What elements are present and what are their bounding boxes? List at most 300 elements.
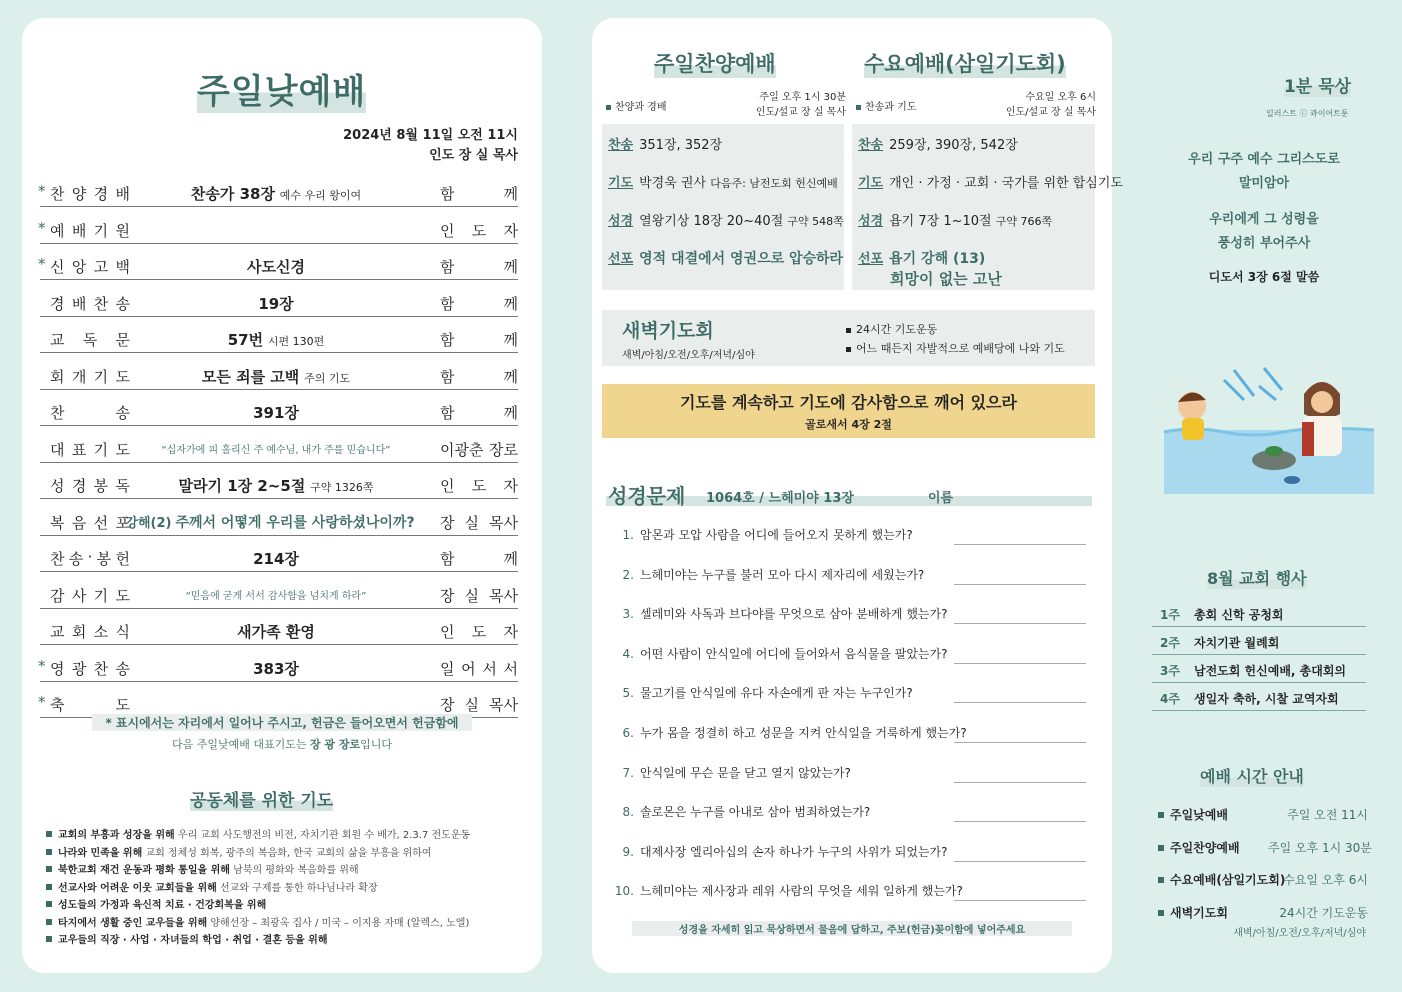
order-main: 391장 bbox=[253, 404, 299, 422]
time-row bbox=[1158, 839, 1372, 856]
time-value: 주일 오후 1시 30분 bbox=[1268, 840, 1372, 855]
order-name-char: 배 bbox=[71, 294, 87, 313]
prayer-normal: 교회 정체성 회복, 광주의 복음화, 한국 교회의 삶을 부흥을 위하여 bbox=[145, 847, 432, 859]
quiz-question: 솔로몬은 누구를 아내로 삼아 범죄하였는가? bbox=[640, 805, 871, 820]
prayer-item bbox=[46, 931, 328, 946]
order-main: 214장 bbox=[253, 550, 299, 568]
order-quote: “십자가에 피 흘리신 주 예수님, 내가 주를 믿습니다” bbox=[161, 444, 391, 456]
order-name bbox=[50, 475, 130, 496]
order-name-char: 축 bbox=[50, 696, 65, 714]
answer-line bbox=[954, 544, 1086, 545]
praise-leader: 인도/설교 장 실 목사 bbox=[755, 107, 846, 118]
service-row-value: 259장, 390장, 542장 bbox=[889, 138, 1018, 153]
service-row bbox=[858, 134, 1018, 153]
verse-ref: 골로새서 4장 2절 bbox=[805, 418, 892, 431]
order-right bbox=[440, 439, 518, 460]
order-star: * bbox=[38, 656, 46, 675]
order-content bbox=[100, 512, 440, 532]
order-note: 시편 130편 bbox=[267, 335, 325, 348]
quiz-item bbox=[610, 684, 1090, 708]
order-name bbox=[50, 256, 130, 277]
quiz-no: 1064호 / 느헤미야 13장 bbox=[706, 491, 854, 506]
order-name-char: 도 bbox=[115, 367, 130, 386]
order-right-part: 함 bbox=[440, 331, 455, 349]
order-right-part: 자 bbox=[503, 623, 518, 641]
bullet-icon bbox=[856, 105, 861, 110]
order-name-char: 찬 bbox=[50, 550, 65, 568]
wednesday-leader: 인도/설교 장 실 목사 bbox=[1005, 107, 1096, 118]
time-name: 수요예배(삼일기도회) bbox=[1170, 873, 1286, 887]
quiz-item bbox=[610, 526, 1090, 550]
order-name-char: 송 bbox=[115, 659, 130, 678]
order-right-part: 께 bbox=[503, 404, 518, 422]
order-row bbox=[40, 219, 518, 244]
service-row-key: 기도 bbox=[608, 176, 634, 191]
quiz-question: 어떤 사람이 안식일에 어디에 들어와서 음식물을 팔았는가? bbox=[640, 646, 948, 661]
service-row-extra: 구약 766쪽 bbox=[995, 215, 1053, 228]
order-name-char: 영 bbox=[50, 659, 65, 678]
order-right bbox=[440, 220, 518, 241]
service-row-key: 선포 bbox=[858, 252, 884, 267]
order-right-part: 께 bbox=[503, 294, 518, 313]
order-name-char: 배 bbox=[115, 185, 130, 203]
praise-title: 주일찬양예배 bbox=[654, 48, 776, 78]
prayer-normal: 양해선장 – 최광옥 집사 / 미국 – 이지용 자매 (알렉스, 노엘) bbox=[210, 917, 470, 929]
order-content bbox=[130, 329, 422, 350]
next-week-c: 입니다 bbox=[360, 738, 393, 751]
quiz-item bbox=[610, 645, 1090, 669]
order-content bbox=[130, 183, 422, 204]
prayer-item bbox=[46, 844, 432, 859]
quiz-question: 느헤미야는 누구를 불러 모아 다시 제자리에 세웠는가? bbox=[640, 567, 925, 582]
time-name: 주일찬양예배 bbox=[1170, 840, 1240, 855]
order-name-char: 원 bbox=[115, 221, 130, 240]
order-right bbox=[440, 548, 518, 569]
event-row bbox=[1152, 628, 1366, 655]
prayer-bold: 선교사와 어려운 이웃 교회들을 위해 bbox=[58, 882, 217, 894]
quiz-question: 누가 몸을 정결히 하고 성문을 지켜 안식일을 거룩하게 했는가? bbox=[640, 726, 967, 740]
quiz-title: 성경문제 bbox=[608, 484, 686, 508]
event-week: 1주 bbox=[1160, 608, 1180, 622]
prayer-title: 공동체를 위한 기도 bbox=[190, 786, 333, 811]
order-name-char: 회 bbox=[71, 623, 87, 641]
order-main: 사도신경 bbox=[247, 258, 305, 276]
order-name-char: · bbox=[87, 548, 93, 566]
answer-line bbox=[954, 782, 1086, 783]
quiz-question: 느헤미야는 제사장과 레위 사람의 무엇을 세워 일하게 했는가? bbox=[640, 884, 963, 899]
service-row-key: 찬송 bbox=[858, 138, 884, 153]
order-content bbox=[130, 621, 422, 642]
order-right bbox=[440, 366, 518, 387]
order-right-part: 자 bbox=[503, 477, 518, 495]
meditation-l1: 우리 구주 예수 그리스도로 bbox=[1188, 152, 1340, 167]
order-right-part: 함 bbox=[440, 550, 455, 568]
order-row bbox=[40, 474, 518, 499]
quiz-name-label: 이름 bbox=[928, 491, 954, 506]
order-name-char: 광 bbox=[71, 659, 87, 678]
sunday-date: 2024년 8월 11일 오전 11시 bbox=[343, 128, 518, 143]
dawn-b2: 어느 때든지 자발적으로 예배당에 나와 기도 bbox=[856, 342, 1065, 355]
quiz-number: 9. bbox=[622, 844, 634, 859]
order-name-char: 찬 bbox=[93, 294, 109, 313]
quiz-item bbox=[610, 605, 1090, 629]
order-name bbox=[50, 402, 130, 423]
prayer-item bbox=[46, 914, 469, 929]
order-name-char: 찬 bbox=[93, 659, 109, 678]
order-name-char: 도 bbox=[115, 696, 130, 714]
order-right-part: 께 bbox=[503, 331, 518, 349]
quiz-number: 4. bbox=[622, 646, 634, 661]
dawn-title: 새벽기도회 bbox=[622, 320, 714, 342]
order-name bbox=[50, 548, 130, 569]
order-row bbox=[40, 328, 518, 353]
order-quote: “믿음에 굳게 서서 감사함을 넘치게 하라” bbox=[185, 590, 367, 602]
event-row bbox=[1152, 656, 1366, 683]
order-name-char: 경 bbox=[50, 294, 65, 313]
order-name-char: 포 bbox=[115, 513, 130, 532]
order-name bbox=[50, 658, 130, 679]
order-name-char: 문 bbox=[115, 331, 130, 349]
order-right-part: 장 bbox=[440, 586, 455, 605]
quiz-question: 암몬과 모압 사람을 어디에 들어오지 못하게 했는가? bbox=[640, 528, 913, 542]
order-right-part: 서 bbox=[503, 659, 518, 678]
quiz-footer: 성경을 자세히 읽고 묵상하면서 물음에 답하고, 주보(헌금)꽂이함에 넣어주세요 bbox=[632, 921, 1072, 936]
order-name bbox=[50, 329, 130, 350]
bullet-icon bbox=[606, 105, 611, 110]
order-name-char: 사 bbox=[71, 586, 87, 605]
order-name bbox=[50, 220, 130, 241]
next-week-b: 장 광 장로 bbox=[309, 738, 361, 751]
bullet-icon bbox=[846, 328, 851, 333]
order-right bbox=[440, 329, 518, 350]
order-note: 예수 우리 왕이여 bbox=[279, 189, 362, 202]
order-right-part: 목사 bbox=[489, 696, 518, 714]
time-value: 24시간 기도운동 bbox=[1279, 905, 1368, 920]
order-name-char: 경 bbox=[71, 477, 87, 495]
order-right bbox=[440, 658, 518, 679]
order-right-part: 함 bbox=[440, 185, 455, 203]
order-right-part: 장 bbox=[440, 513, 455, 532]
order-right-part: 도 bbox=[471, 623, 487, 641]
order-star: * bbox=[38, 218, 46, 237]
order-right bbox=[440, 585, 518, 606]
time-value: 수요일 오후 6시 bbox=[1283, 873, 1368, 887]
order-content bbox=[130, 256, 422, 277]
order-right-part: 께 bbox=[503, 550, 518, 568]
service-row bbox=[858, 248, 985, 268]
order-content bbox=[130, 366, 422, 387]
order-row bbox=[40, 401, 518, 426]
order-right-part: 함 bbox=[440, 258, 455, 276]
service-row bbox=[858, 210, 1052, 229]
order-right-part: 께 bbox=[503, 258, 518, 276]
order-main: 19장 bbox=[258, 294, 294, 313]
order-name-char: 도 bbox=[115, 440, 130, 459]
answer-line bbox=[954, 742, 1086, 743]
service-row bbox=[608, 248, 843, 268]
order-name-char: 예 bbox=[50, 221, 65, 240]
times-dawn-sub: 새벽/아침/오전/오후/저녁/심야 bbox=[1233, 928, 1366, 939]
praise-sub-label: 찬양과 경배 bbox=[615, 102, 667, 113]
quiz-number: 7. bbox=[622, 765, 634, 780]
order-name bbox=[50, 621, 130, 642]
order-name-char: 양 bbox=[71, 185, 87, 203]
order-right-part: 목사 bbox=[489, 586, 518, 605]
order-row bbox=[40, 255, 518, 280]
order-star: * bbox=[38, 693, 46, 711]
prayer-item bbox=[46, 861, 359, 876]
service-row-key: 성경 bbox=[608, 214, 634, 229]
order-row bbox=[40, 182, 518, 207]
time-row bbox=[1158, 871, 1366, 888]
order-right-part: 이광춘 bbox=[440, 440, 484, 459]
order-name bbox=[50, 694, 130, 715]
order-main: 말라기 1장 2~5절 bbox=[178, 477, 306, 495]
order-name-char: 앙 bbox=[71, 258, 87, 276]
order-note: 구약 1326쪽 bbox=[310, 481, 374, 494]
order-right bbox=[440, 183, 518, 204]
order-name-char: 성 bbox=[50, 477, 65, 495]
service-row-key: 찬송 bbox=[608, 138, 634, 153]
quiz-number: 8. bbox=[622, 805, 634, 820]
prayer-item bbox=[46, 879, 378, 894]
next-week-note bbox=[92, 736, 472, 752]
order-main: 새가족 환영 bbox=[237, 623, 315, 641]
service-row-key: 선포 bbox=[608, 252, 634, 267]
order-name-char: 헌 bbox=[115, 550, 130, 568]
sermon-series: 강해(2) bbox=[125, 515, 172, 531]
service-row-key: 성경 bbox=[858, 214, 884, 229]
order-right bbox=[440, 402, 518, 423]
time-name: 주일낮예배 bbox=[1170, 808, 1228, 822]
service-row-value2: 희망이 없는 고난 bbox=[890, 270, 1002, 288]
order-name-char: 송 bbox=[115, 404, 130, 422]
order-right-part: 도 bbox=[471, 221, 487, 240]
order-row bbox=[40, 620, 518, 645]
prayer-bold: 북한교회 재건 운동과 평화 통일을 위해 bbox=[58, 865, 230, 876]
order-name-char: 교 bbox=[50, 331, 65, 349]
prayer-item bbox=[46, 896, 266, 911]
order-name-char: 독 bbox=[82, 331, 98, 349]
order-name-char: 봉 bbox=[93, 477, 109, 495]
meditation-title: 1분 묵상 bbox=[1284, 72, 1351, 97]
dawn-sub: 새벽/아침/오전/오후/저녁/심야 bbox=[622, 350, 755, 361]
quiz-question: 셀레미와 사독과 브다야를 무엇으로 삼아 분배하게 했는가? bbox=[640, 607, 948, 622]
order-name-char: 독 bbox=[115, 477, 130, 495]
order-right bbox=[440, 293, 518, 314]
order-name-char: 교 bbox=[50, 623, 65, 641]
time-row bbox=[1158, 904, 1366, 921]
order-name-char: 복 bbox=[50, 513, 65, 532]
service-row-value: 351장, 352장 bbox=[639, 138, 723, 153]
order-content bbox=[130, 293, 422, 314]
dawn-b1: 24시간 기도운동 bbox=[856, 323, 938, 336]
event-week: 4주 bbox=[1160, 692, 1180, 706]
wednesday-time: 수요일 오후 6시 bbox=[1025, 92, 1096, 103]
next-week-a: 다음 주일낮예배 대표기도는 bbox=[171, 738, 310, 751]
event-week: 2주 bbox=[1160, 636, 1180, 650]
quiz-item bbox=[610, 566, 1090, 590]
quiz-number: 2. bbox=[622, 567, 634, 582]
praise-sub bbox=[606, 98, 666, 113]
order-name-char: 신 bbox=[50, 258, 65, 276]
order-row bbox=[40, 365, 518, 390]
order-right-part: 어 bbox=[461, 659, 476, 678]
quiz-number: 1. bbox=[622, 528, 634, 542]
prayer-normal: 남북의 평화와 복음화를 위해 bbox=[233, 865, 359, 876]
bullet-icon bbox=[846, 347, 851, 352]
service-row-value: 박경욱 권사 bbox=[639, 176, 707, 191]
service-row bbox=[608, 134, 722, 153]
order-right-part: 실 bbox=[464, 513, 479, 532]
meditation-credit: 일러스트 ⓒ 콰이어트툰 bbox=[1266, 109, 1349, 118]
order-row bbox=[40, 657, 518, 682]
order-star: * bbox=[38, 255, 46, 273]
quiz-number: 5. bbox=[622, 686, 634, 701]
service-row-value: 욥기 강해 (13) bbox=[889, 251, 986, 267]
answer-line bbox=[954, 584, 1086, 585]
order-name-char: 배 bbox=[71, 221, 87, 240]
order-main: 찬송가 38장 bbox=[190, 185, 275, 203]
order-right-part: 함 bbox=[440, 404, 455, 422]
order-content bbox=[130, 658, 422, 679]
order-name-char: 소 bbox=[93, 623, 109, 641]
order-right-part: 실 bbox=[464, 586, 479, 605]
prayer-normal: 선교와 구제를 통한 하나님나라 확장 bbox=[220, 882, 378, 894]
time-name: 새벽기도회 bbox=[1170, 905, 1228, 920]
order-right-part: 일 bbox=[440, 659, 455, 678]
service-row-extra: 다음주: 남전도회 헌신예배 bbox=[710, 177, 838, 190]
order-name-char: 대 bbox=[50, 440, 65, 459]
answer-line bbox=[954, 623, 1086, 624]
praise-time: 주일 오후 1시 30분 bbox=[759, 92, 846, 103]
service-row bbox=[608, 210, 844, 229]
time-row bbox=[1158, 806, 1366, 823]
wednesday-sub bbox=[856, 98, 916, 113]
answer-line bbox=[954, 821, 1086, 822]
dawn-bullet-2 bbox=[846, 340, 1065, 356]
order-name-char: 찬 bbox=[50, 185, 65, 203]
order-right-part: 서 bbox=[482, 659, 497, 678]
sunday-service-panel bbox=[22, 18, 542, 973]
sunday-title: 주일낮예배 bbox=[197, 64, 366, 113]
quiz-item bbox=[610, 724, 1090, 748]
order-right bbox=[440, 694, 518, 715]
order-content bbox=[130, 585, 422, 603]
service-row-value: 영적 대결에서 영권으로 압승하라 bbox=[639, 251, 844, 267]
order-main: 383장 bbox=[253, 659, 299, 678]
quiz-number: 6. bbox=[622, 726, 634, 740]
order-right-part: 도 bbox=[471, 477, 487, 495]
other-services-panel bbox=[592, 18, 1123, 973]
prayer-bold: 교우들의 직장 · 사업 · 자녀들의 학업 · 취업 · 결혼 등을 위해 bbox=[58, 935, 328, 946]
order-name-char: 표 bbox=[71, 440, 87, 459]
service-row-value: 열왕기상 18장 20~40절 bbox=[639, 214, 784, 229]
order-name bbox=[50, 585, 130, 606]
order-right-part: 인 bbox=[440, 221, 455, 240]
order-content bbox=[130, 402, 422, 423]
order-row bbox=[40, 438, 518, 463]
quiz-question: 안식일에 무슨 문을 닫고 열지 않았는가? bbox=[640, 765, 851, 780]
prayer-bold: 성도들의 가정과 육신적 치료 · 건강회복을 위해 bbox=[58, 900, 267, 911]
order-right-part: 자 bbox=[503, 221, 518, 240]
answer-line bbox=[954, 663, 1086, 664]
answer-line bbox=[954, 861, 1086, 862]
quiz-number: 10. bbox=[614, 884, 634, 899]
quiz-item bbox=[610, 843, 1090, 867]
order-star: * bbox=[38, 182, 46, 200]
event-row bbox=[1152, 600, 1366, 627]
order-name-char: 봉 bbox=[96, 550, 112, 568]
service-row bbox=[608, 172, 838, 191]
event-text: 생일자 축하, 시찰 교역자회 bbox=[1194, 692, 1339, 706]
order-right-part: 장로 bbox=[489, 440, 518, 459]
order-right bbox=[440, 512, 518, 533]
wednesday-sub-label: 찬송과 기도 bbox=[865, 102, 917, 113]
jesus-splash-illustration bbox=[1164, 360, 1374, 494]
order-row bbox=[40, 511, 518, 536]
order-name bbox=[50, 366, 130, 387]
service-row-value: 개인 · 가정 · 교회 · 국가를 위한 합심기도 bbox=[889, 176, 1123, 191]
order-row bbox=[40, 292, 518, 317]
order-name-char: 송 bbox=[68, 550, 84, 568]
order-name-char: 선 bbox=[93, 513, 109, 532]
event-row bbox=[1152, 684, 1366, 711]
wednesday-title: 수요예배(삼일기도회) bbox=[864, 48, 1066, 78]
order-content bbox=[130, 439, 422, 457]
order-right-part: 장 bbox=[440, 696, 455, 714]
order-right-part: 실 bbox=[464, 696, 479, 714]
prayer-item bbox=[46, 826, 470, 841]
order-right-part: 께 bbox=[503, 367, 518, 386]
events-title: 8월 교회 행사 bbox=[1207, 566, 1307, 589]
answer-line bbox=[954, 900, 1086, 901]
quiz-number: 3. bbox=[622, 607, 634, 622]
order-right-part: 인 bbox=[440, 623, 455, 641]
order-main: 모든 죄를 고백 bbox=[201, 367, 300, 386]
event-text: 총회 신학 공청회 bbox=[1194, 608, 1284, 622]
order-right-part: 함 bbox=[440, 367, 455, 386]
prayer-normal: 우리 교회 사도행전의 비전, 자치기관 회원 수 배가, 2.3.7 전도운동 bbox=[177, 830, 471, 841]
order-name-char: 백 bbox=[115, 258, 130, 276]
order-row bbox=[40, 547, 518, 572]
order-name-char: 기 bbox=[93, 586, 109, 605]
sermon-title: 주께서 어떻게 우리를 사랑하셨나이까? bbox=[175, 514, 415, 531]
service-row-extra: 구약 548쪽 bbox=[787, 215, 844, 228]
order-name bbox=[50, 183, 130, 204]
event-text: 남전도회 헌신예배, 총대회의 bbox=[1194, 664, 1347, 678]
order-name-char: 감 bbox=[50, 586, 65, 605]
service-row-key: 기도 bbox=[858, 176, 884, 191]
order-content bbox=[130, 475, 422, 496]
order-name-char: 고 bbox=[93, 258, 109, 276]
footnote: * 표시에서는 자리에서 일어나 주시고, 헌금은 들어오면서 헌금함에 bbox=[92, 714, 472, 731]
order-name-char: 식 bbox=[115, 623, 130, 641]
order-name-char: 음 bbox=[71, 513, 87, 532]
order-name-char: 개 bbox=[71, 367, 87, 386]
event-text: 자치기관 월례회 bbox=[1194, 636, 1280, 650]
quiz-item bbox=[610, 764, 1090, 788]
prayer-bold: 나라와 민족을 위해 bbox=[58, 847, 143, 859]
service-row-value: 욥기 7장 1~10절 bbox=[889, 214, 992, 229]
verse-text: 기도를 계속하고 기도에 감사함으로 깨어 있으라 bbox=[680, 393, 1017, 412]
order-right-part: 함 bbox=[440, 294, 455, 313]
meditation-l2: 말미암아 bbox=[1238, 176, 1290, 191]
order-row bbox=[40, 584, 518, 609]
order-name-char: 도 bbox=[115, 586, 130, 605]
dawn-bullet-1 bbox=[846, 321, 937, 337]
answer-line bbox=[954, 702, 1086, 703]
